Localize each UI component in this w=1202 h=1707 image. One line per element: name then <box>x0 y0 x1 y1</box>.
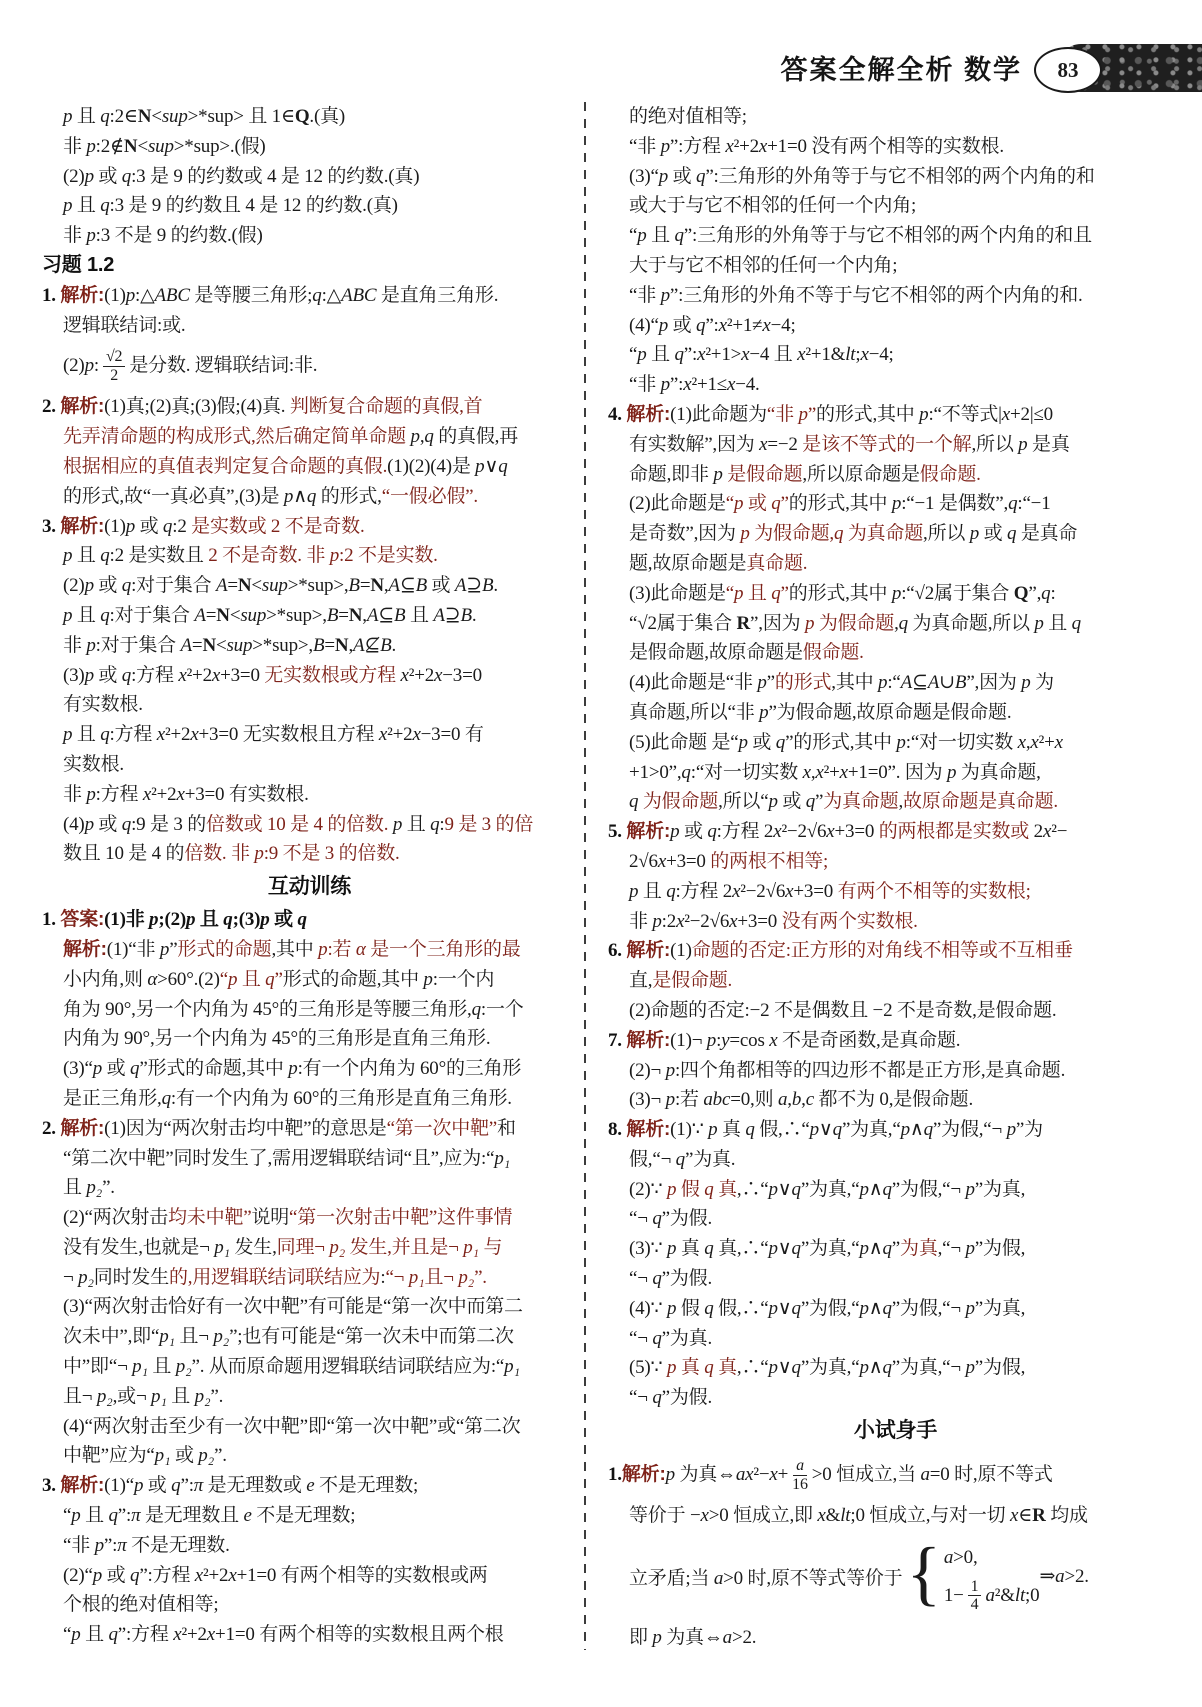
text-line: p 且 q:方程 x²+2x+3=0 无实数根且方程 x²+2x−3=0 有 <box>63 724 484 746</box>
text-line: 非 p:3 不是 9 的约数.(假) <box>63 225 263 247</box>
text-line: “非 p”:π 不是无理数. <box>63 1534 230 1556</box>
text-line: 6. 解析:(1)命题的否定:正方形的对角线不相等或不互相垂 <box>608 940 1073 962</box>
text-line: (4)“两次射击至少有一次中靶”即“第一次中靶”或“第二次 <box>63 1415 521 1437</box>
text-line: 5. 解析:p 或 q:方程 2x²−2√6x+3=0 的两根都是实数或 2x²− <box>608 821 1068 843</box>
text-line: 等价于 −x>0 恒成立,即 x&lt;0 恒成立,与对一切 x∈R 均成 <box>629 1505 1088 1527</box>
text-line: 非 p:方程 x²+2x+3=0 有实数根. <box>63 783 309 805</box>
text-line: p 且 q:对于集合 A=N<sup>*sup>,B=N,A⊆B 且 A⊇B. <box>63 604 477 626</box>
text-line: 题,故原命题是真命题. <box>629 552 808 574</box>
text-line: (3)“两次射击恰好有一次中靶”有可能是“第一次中而第二 <box>63 1296 523 1318</box>
text-line: 个根的绝对值相等; <box>63 1594 219 1616</box>
text-line: “非 p”:x²+1≤x−4. <box>629 374 760 396</box>
text-line: p 且 q:3 是 9 的约数且 4 是 12 的约数.(真) <box>63 195 398 217</box>
text-line: (3)“p 或 q”:三角形的外角等于与它不相邻的两个内角的和 <box>629 165 1095 187</box>
text-line: 非 p:2∉N<sup>*sup>.(假) <box>63 135 266 157</box>
text-line: ¬ p₂同时发生的,用逻辑联结词联结应为:“¬ p₁且¬ p₂”. <box>63 1266 487 1288</box>
text-line: “¬ q”为假. <box>629 1268 713 1290</box>
text-line: 且 p₂”. <box>63 1177 115 1199</box>
column-divider <box>584 102 586 1650</box>
text-line: 的绝对值相等; <box>629 106 747 127</box>
text-line: 内角为 90°,另一个内角为 45°的三角形是直角三角形. <box>63 1028 491 1050</box>
fraction: $\frac{√2}{2}$ <box>103 348 125 384</box>
text-line: 有实数解”,因为 x=−2 是该不等式的一个解,所以 p 是真 <box>629 433 1070 455</box>
text-line: 且¬ p₂,或¬ p₁ 且 p₂”. <box>63 1385 224 1407</box>
text-line: 角为 90°,另一个内角为 45°的三角形是等腰三角形,q:一个 <box>63 998 524 1020</box>
text-line: (2)∵ p 假 q 真,∴“p∨q”为真,“p∧q”为假,“¬ p”为真, <box>629 1178 1026 1200</box>
text-line: “非 p”:三角形的外角不等于与它不相邻的两个内角的和. <box>629 284 1083 306</box>
text-line: 解析:(1)“非 p”形式的命题,其中 p:若 α 是一个三角形的最 <box>63 938 521 960</box>
text-line: (3)此命题是“p 且 q”的形式,其中 p:“√2属于集合 Q”,q: <box>629 582 1056 604</box>
text-line: 1. 答案:(1)非 p;(2)p 且 q;(3)p 或 q <box>42 909 307 931</box>
text-line: 3. 解析:(1)“p 或 q”:π 是无理数或 e 不是无理数; <box>42 1475 419 1497</box>
text-line: 没有发生,也就是¬ p₁ 发生,同理¬ p₂ 发生,并且是¬ p₁ 与 <box>63 1236 503 1258</box>
text-line: +1>0”,q:“对一切实数 x,x²+x+1=0”. 因为 p 为真命题, <box>629 761 1041 783</box>
section-heading: 互动训练 <box>267 875 352 899</box>
text-line: 2. 解析:(1)真;(2)真;(3)假;(4)真. 判断复合命题的真假,首 <box>42 396 483 418</box>
text-line: (2)命题的否定:−2 不是偶数且 −2 不是奇数,是假命题. <box>629 999 1057 1021</box>
text-line: (2)¬ p:四个角都相等的四边形不都是正方形,是真命题. <box>629 1059 1066 1081</box>
text-line: 8. 解析:(1)∵ p 真 q 假,∴“p∨q”为真,“p∧q”为假,“¬ p”为 <box>608 1119 1043 1141</box>
text-line: 真命题,所以“非 p”为假命题,故原命题是假命题. <box>629 701 1012 723</box>
text-line: p 且 q:2 是实数且 2 不是奇数. 非 p:2 不是实数. <box>63 545 438 567</box>
text-line: “第二次中靶”同时发生了,需用逻辑联结词“且”,应为:“p₁ <box>63 1147 511 1169</box>
text-line: 1. 解析: p 为真⇔ax²−x+ $\frac{a}{16}$ >0 恒成立,当 a=0 时,原不等式 <box>608 1456 1053 1493</box>
text-line: 中靶”应为“p₁ 或 p₂”. <box>63 1445 227 1467</box>
text-line: (2)“两次射击均未中靶”说明“第一次射击中靶”这件事情 <box>63 1207 513 1229</box>
text-line: 2. 解析:(1)因为“两次射击均中靶”的意思是“第一次中靶”和 <box>42 1117 516 1139</box>
text-line: (4)∵ p 假 q 假,∴“p∨q”为假,“p∧q”为假,“¬ p”为真, <box>629 1297 1026 1319</box>
text-line: p 且 q:方程 2x²−2√6x+3=0 有两个不相等的实数根; <box>629 880 1031 902</box>
text-line: 实数根. <box>63 753 124 775</box>
text-line: 非 p:2x²−2√6x+3=0 没有两个实数根. <box>629 910 918 932</box>
text-line: “¬ q”为真. <box>629 1327 713 1349</box>
text-line: “¬ q”为假. <box>629 1208 713 1230</box>
text-line: 7. 解析:(1)¬ p:y=cos x 不是奇函数,是真命题. <box>608 1029 961 1051</box>
text-line: 是奇数”,因为 p 为假命题,q 为真命题,所以 p 或 q 是真命 <box>629 523 1078 545</box>
text-line: 或大于与它不相邻的任何一个内角; <box>629 195 917 217</box>
text-line: 直,是假命题. <box>629 970 733 992</box>
page-number-badge: 83 <box>1034 47 1102 93</box>
page-title: 答案全解全析 数学 <box>780 55 1022 85</box>
right-column <box>608 102 1183 1653</box>
text-line: 的形式,故“一真必真”,(3)是 p∧q 的形式,“一假必假”. <box>63 485 478 507</box>
text-line: (3)p 或 q:方程 x²+2x+3=0 无实数根或方程 x²+2x−3=0 <box>63 664 482 686</box>
text-line: 命题,即非 p 是假命题,所以原命题是假命题. <box>629 463 981 485</box>
text-line: 1. 解析:(1)p:△ABC 是等腰三角形;q:△ABC 是直角三角形. <box>42 284 499 306</box>
text-line: 假,“¬ q”为真. <box>629 1148 736 1170</box>
text-line: 是假命题,故原命题是假命题. <box>629 642 864 664</box>
text-line: “p 且 q”:方程 x²+2x+1=0 有两个相等的实数根且两个根 <box>63 1624 504 1646</box>
text-line: p 且 q:2∈N<sup>*sup> 且 1∈Q.(真) <box>63 106 346 127</box>
text-line: (3)¬ p:若 abc=0,则 a,b,c 都不为 0,是假命题. <box>629 1089 974 1111</box>
text-line: 逻辑联结词:或. <box>63 314 186 336</box>
text-line: 小内角,则 α>60°.(2)“p 且 q”形式的命题,其中 p:一个内 <box>63 968 495 990</box>
section-heading: 小试身手 <box>853 1419 938 1443</box>
text-line: “p 且 q”:π 是无理数且 e 不是无理数; <box>63 1505 356 1527</box>
text-line: (3)∵ p 真 q 真,∴“p∨q”为真,“p∧q”为真,“¬ p”为假, <box>629 1238 1026 1260</box>
text-line: (3)“p 或 q”形式的命题,其中 p:有一个内角为 60°的三角形 <box>63 1058 522 1080</box>
text-line: (2)p 或 q:对于集合 A=N<sup>*sup>,B=N,A⊆B 或 A⊇B. <box>63 575 498 597</box>
left-column <box>42 102 577 1650</box>
text-line: (2)p: $\frac{√2}{2}$ 是分数. 逻辑联结词:非. <box>63 348 318 384</box>
fraction: $\frac{a}{16}$ <box>792 1456 808 1493</box>
text-line: “p 且 q”:三角形的外角等于与它不相邻的两个内角的和且 <box>629 225 1092 247</box>
text-line: 有实数根. <box>63 694 143 716</box>
text-line: (2)p 或 q:3 是 9 的约数或 4 是 12 的约数.(真) <box>63 165 420 187</box>
text-line: “√2属于集合 R”,因为 p 为假命题,q 为真命题,所以 p 且 q <box>629 612 1081 634</box>
text-line: 数且 10 是 4 的倍数. 非 p:9 不是 3 的倍数. <box>63 843 400 865</box>
text-line: 即 p 为真⇔a>2. <box>629 1626 757 1648</box>
text-line: “¬ q”为假. <box>629 1387 713 1409</box>
text-line: (4)p 或 q:9 是 3 的倍数或 10 是 4 的倍数. p 且 q:9 是 3 的倍 <box>63 813 534 835</box>
text-line: 2√6x+3=0 的两根不相等; <box>629 850 829 872</box>
text-line: “非 p”:方程 x²+2x+1=0 没有两个相等的实数根. <box>629 135 1004 157</box>
text-line: 是正三角形,q:有一个内角为 60°的三角形是直角三角形. <box>63 1087 512 1109</box>
equation-system-line: 立矛盾;当 a>0 时,原不等式等价于 { a>0, 1− $\frac{1}{4}$ a²&lt;0 ⇒a>2. <box>629 1533 1089 1614</box>
text-line: 根据相应的真值表判定复合命题的真假.(1)(2)(4)是 p∨q <box>63 455 508 477</box>
text-line: (4)“p 或 q”:x²+1≠x−4; <box>629 314 796 336</box>
text-line: 非 p:对于集合 A=N<sup>*sup>,B=N,A⊈B. <box>63 634 397 656</box>
text-line: 大于与它不相邻的任何一个内角; <box>629 254 898 276</box>
text-line: 先弄清命题的构成形式,然后确定简单命题 p,q 的真假,再 <box>63 426 519 448</box>
brace-symbol: { <box>906 1533 941 1614</box>
fraction: $\frac{1}{4}$ <box>968 1578 982 1614</box>
text-line: (4)此命题是“非 p”的形式,其中 p:“A⊆A∪B”,因为 p 为 <box>629 672 1054 694</box>
text-line: 中”即“¬ p₁ 且 p₂”. 从而原命题用逻辑联结词联结应为:“p₁ <box>63 1356 520 1378</box>
text-line: 4. 解析:(1)此命题为“非 p”的形式,其中 p:“不等式|x+2|≤0 <box>608 403 1053 425</box>
text-line: “p 且 q”:x²+1>x−4 且 x²+1&lt;x−4; <box>629 344 894 366</box>
text-line: (5)∵ p 真 q 真,∴“p∨q”为真,“p∧q”为真,“¬ p”为假, <box>629 1357 1026 1379</box>
text-line: (5)此命题 是“p 或 q”的形式,其中 p:“对一切实数 x,x²+x <box>629 731 1063 753</box>
text-line: (2)“p 或 q”:方程 x²+2x+1=0 有两个相等的实数根或两 <box>63 1564 488 1586</box>
text-line: (2)此命题是“p 或 q”的形式,其中 p:“−1 是偶数”,q:“−1 <box>629 493 1051 515</box>
text-line: 习题 1.2 <box>42 253 115 276</box>
text-line: 次未中”,即“p₁ 且¬ p₂”;也有可能是“第一次未中而第二次 <box>63 1326 514 1348</box>
text-line: q 为假命题,所以“p 或 q”为真命题,故原命题是真命题. <box>629 791 1058 813</box>
text-line: 3. 解析:(1)p 或 q:2 是实数或 2 不是奇数. <box>42 515 365 537</box>
